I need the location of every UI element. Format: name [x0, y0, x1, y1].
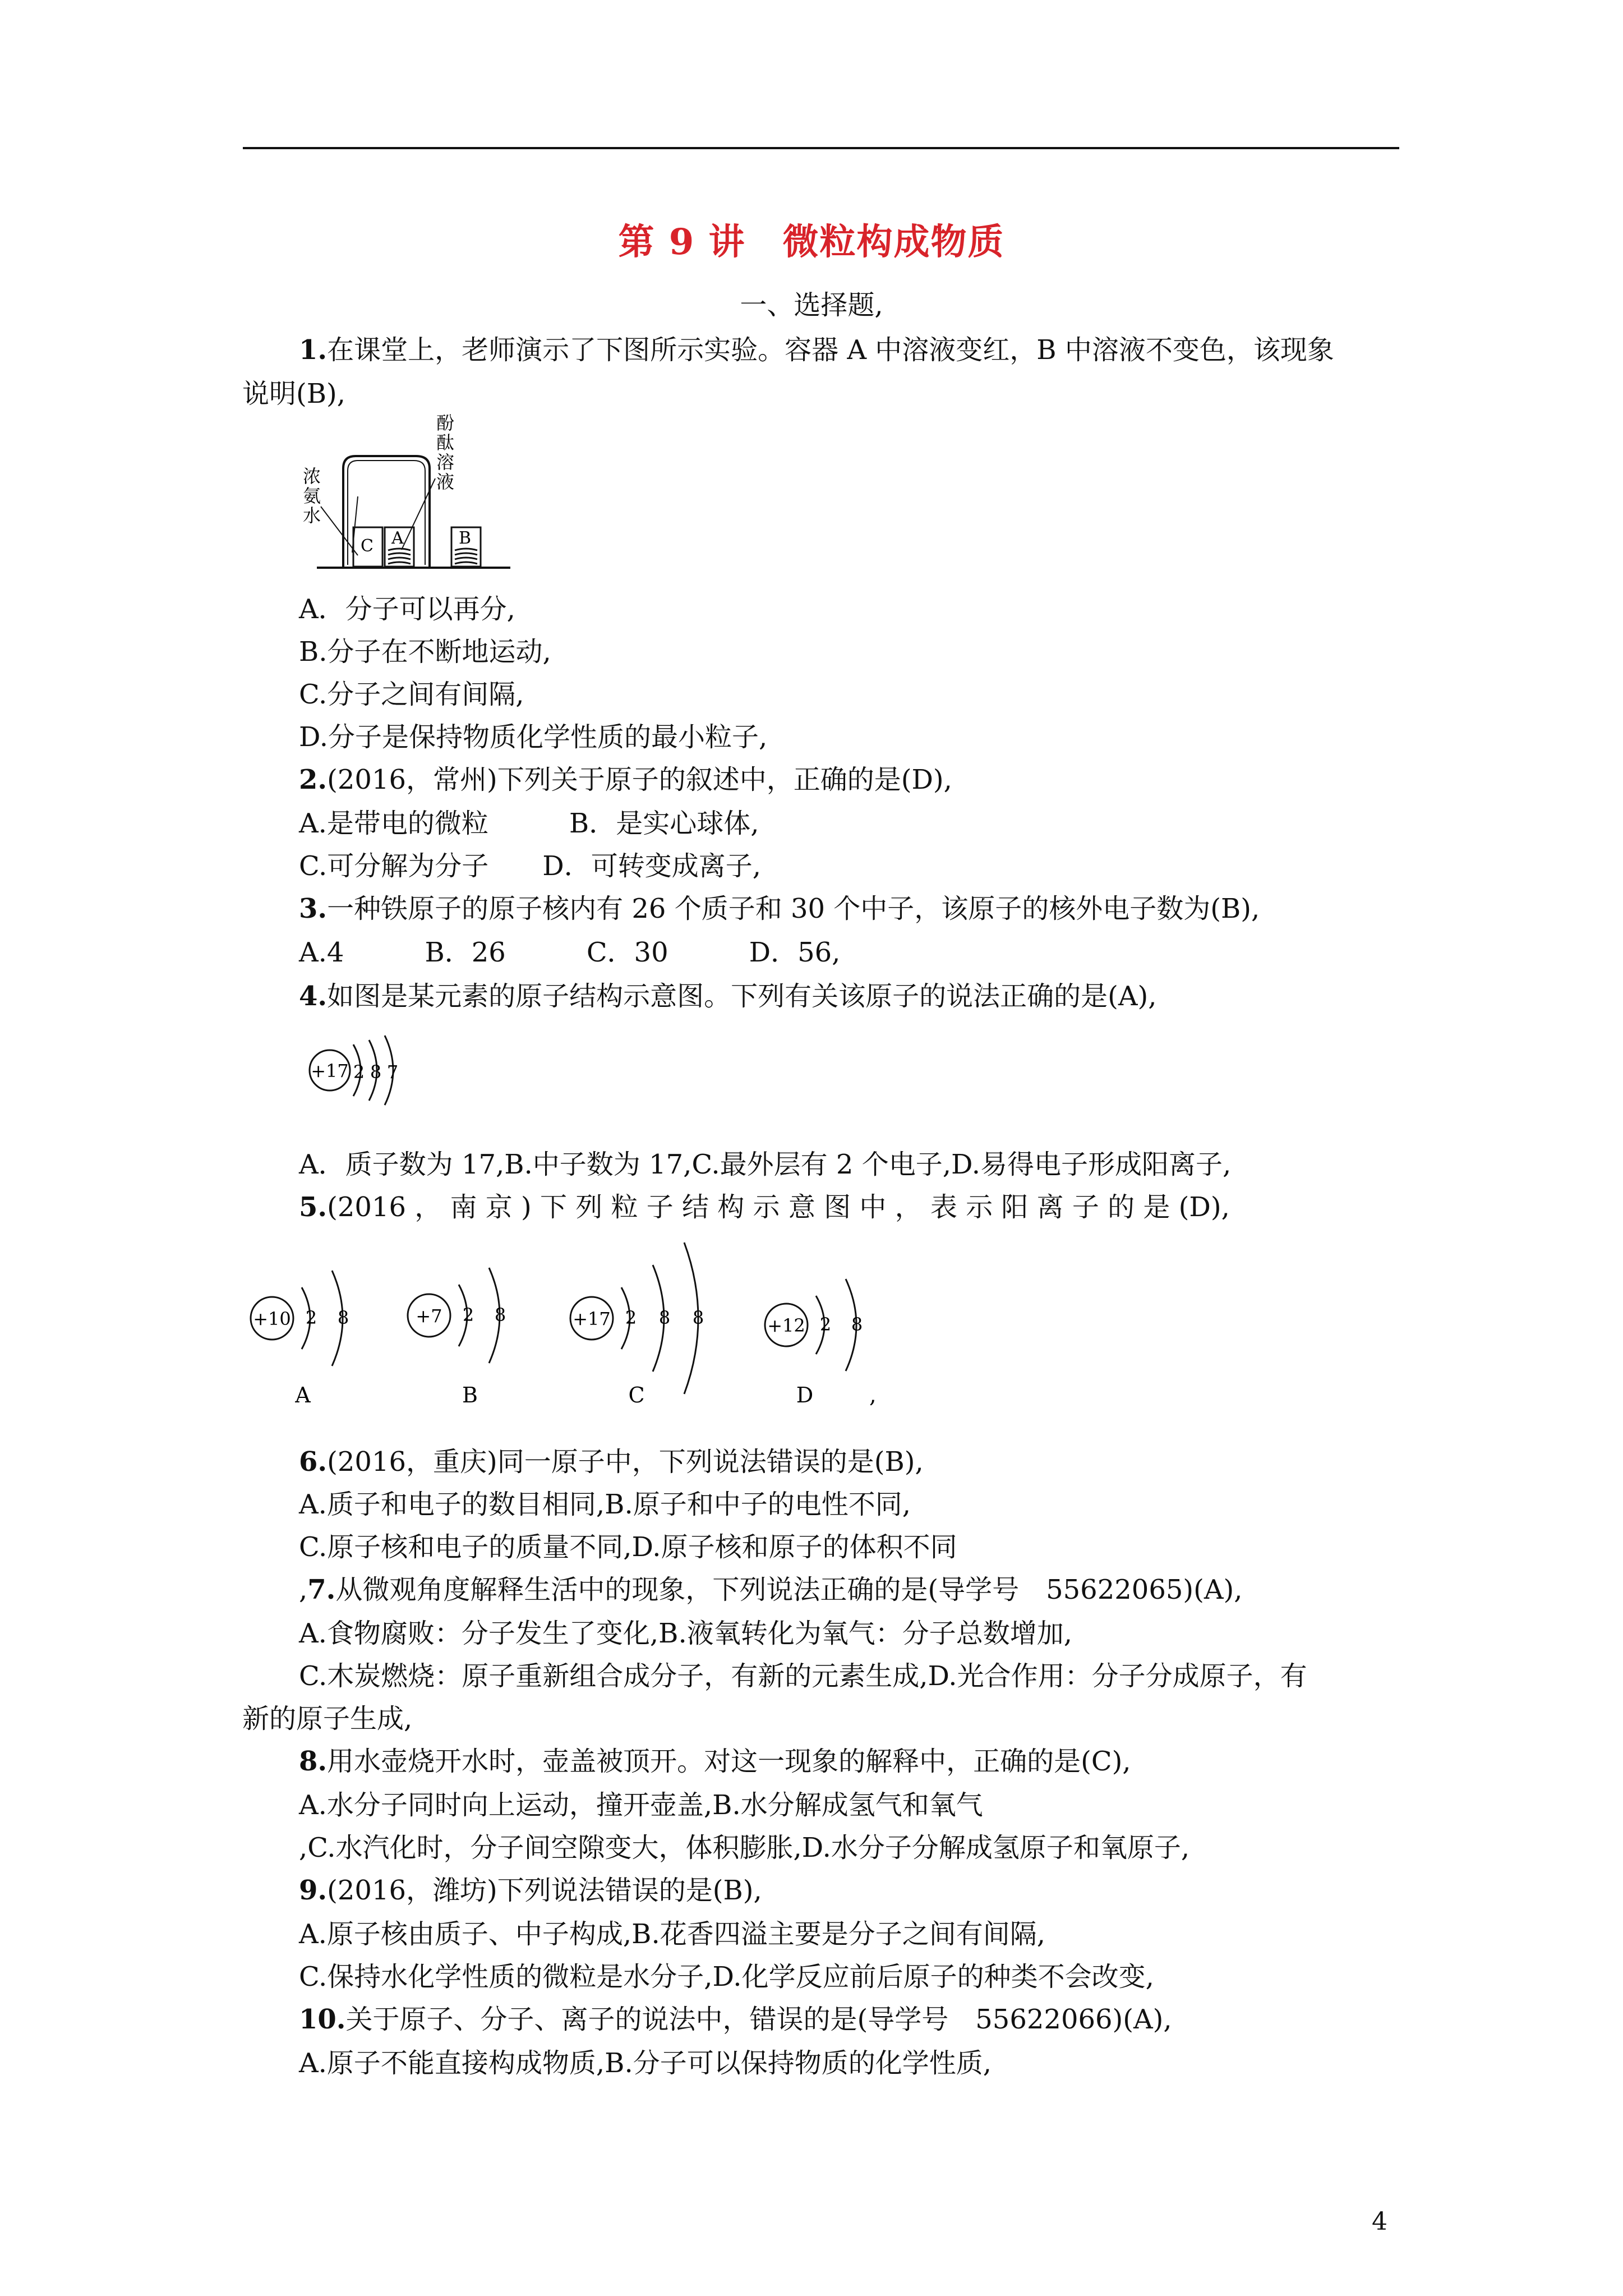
option: ,C.水汽化时，分子间空隙变大，体积膨胀,D.水分子分解成氢原子和氧原子, [299, 1832, 1190, 1864]
question-1 [299, 334, 1334, 366]
question-number: 6. [299, 1446, 328, 1478]
option: A.水分子同时向上运动，撞开壶盖,B.水分解成氢气和氧气 [299, 1789, 983, 1821]
figure-label: A [295, 1383, 311, 1407]
shell-electrons: 2 [819, 1314, 832, 1335]
figure-label: D [796, 1383, 814, 1407]
option: A.4 B．26 C．30 D．56, [299, 937, 841, 968]
question-number: 3. [299, 893, 328, 924]
label-char: 氨 [303, 485, 321, 507]
question-text: 在课堂上，老师演示了下图所示实验。容器 A 中溶液变红，B 中溶液不变色，该现象 [327, 334, 1334, 366]
question-4 [299, 983, 1157, 1010]
option: A．分子可以再分, [299, 593, 515, 625]
question-6 [299, 1446, 924, 1478]
question-text: 一种铁原子的原子核内有 26 个质子和 30 个中子，该原子的核外电子数为(B), [327, 893, 1260, 924]
option: C.木炭燃烧：原子重新组合成分子，有新的元素生成,D.光合作用：分子分成原子，有 [299, 1660, 1307, 1692]
question-number: 7. [307, 1574, 336, 1605]
ammonia-diffusion-figure [292, 412, 516, 581]
nucleus-label: +17 [573, 1308, 611, 1329]
nucleus-label: +17 [311, 1060, 349, 1082]
question-text: 如图是某元素的原子结构示意图。下列有关该原子的说法正确的是(A), [327, 981, 1157, 1012]
beaker-label: A [391, 528, 404, 548]
figure-label: B [462, 1383, 478, 1407]
shell-electrons: 7 [386, 1061, 399, 1083]
option: C.保持水化学性质的微粒是水分子,D.化学反应前后原子的种类不会改变, [299, 1961, 1154, 1993]
label-char: 酚 [436, 412, 455, 434]
label-char: 酞 [436, 432, 455, 453]
question-7 [299, 1576, 1243, 1603]
option: A.食物腐败：分子发生了变化,B.液氧转化为氧气：分子总数增加, [299, 1618, 1072, 1649]
question-number: 9. [299, 1875, 328, 1906]
shell-electrons: 8 [692, 1307, 704, 1328]
question-text: 从微观角度解释生活中的现象，下列说法正确的是(导学号 55622065)(A), [335, 1574, 1243, 1605]
nucleus-label: +7 [416, 1305, 442, 1327]
section-heading: 一、选择题, [740, 289, 883, 321]
shell-electrons: 2 [305, 1307, 317, 1328]
shell-electrons: 8 [370, 1061, 382, 1083]
structure-d [765, 1279, 863, 1407]
atom-structure-figure [303, 1027, 437, 1111]
question-text: 关于原子、分子、离子的说法中，错误的是(导学号 55622066)(A), [345, 2004, 1172, 2035]
shell-electrons: 2 [625, 1307, 637, 1328]
question-prefix: , [299, 1574, 308, 1605]
question-number: 4. [299, 981, 328, 1012]
question-number: 2. [299, 764, 328, 795]
question-number: 5. [299, 1191, 328, 1223]
figure-label: C [628, 1383, 645, 1407]
question-8 [299, 1748, 1131, 1775]
shell-electrons: 2 [353, 1061, 365, 1083]
label-left [303, 466, 321, 526]
trailing-comma: , [869, 1382, 877, 1408]
structure-b [408, 1268, 506, 1407]
question-1-continuation: 说明(B), [242, 378, 345, 409]
shell-electrons: 8 [337, 1307, 349, 1328]
structure-c [570, 1243, 704, 1407]
question-text: 用水壶烧开水时，壶盖被顶开。对这一现象的解释中，正确的是(C), [327, 1746, 1131, 1777]
option-continuation: 新的原子生成, [242, 1703, 413, 1734]
header-rule [243, 147, 1399, 149]
page-title: 第 9 讲 微粒构成物质 [618, 221, 1005, 263]
beaker-label: C [361, 536, 374, 556]
particle-structures-figure [236, 1234, 965, 1425]
label-char: 液 [436, 471, 455, 493]
question-10 [299, 2006, 1172, 2033]
nucleus-label: +12 [767, 1315, 805, 1336]
option: A.原子不能直接构成物质,B.分子可以保持物质的化学性质, [299, 2047, 992, 2079]
option: C.可分解为分子 D．可转变成离子, [299, 850, 762, 882]
question-text: (2016，常州)下列关于原子的叙述中，正确的是(D), [327, 764, 952, 795]
question-5 [299, 1191, 1230, 1223]
question-number: 10. [299, 2004, 346, 2035]
label-right [436, 412, 454, 493]
beaker-label: B [459, 528, 472, 548]
label-char: 溶 [436, 452, 455, 473]
shell-electrons: 2 [462, 1304, 474, 1326]
question-text: (2016，重庆)同一原子中，下列说法错误的是(B), [327, 1446, 924, 1478]
question-2 [299, 766, 952, 793]
question-number: 8. [299, 1746, 328, 1777]
page-number: 4 [1372, 2207, 1387, 2236]
question-text: (2016，潍坊)下列说法错误的是(B), [327, 1875, 762, 1906]
question-3 [299, 895, 1260, 922]
question-9 [299, 1877, 762, 1904]
nucleus-label: +10 [253, 1308, 291, 1329]
option: A．质子数为 17,B.中子数为 17,C.最外层有 2 个电子,D.易得电子形成阳离子, [299, 1149, 1232, 1180]
shell-electrons: 8 [494, 1304, 506, 1326]
option: A.原子核由质子、中子构成,B.花香四溢主要是分子之间有间隔, [299, 1918, 1045, 1950]
label-char: 浓 [303, 466, 321, 487]
shell-electrons: 8 [658, 1307, 671, 1328]
shell-electrons: 8 [851, 1314, 863, 1335]
option: A.质子和电子的数目相同,B.原子和中子的电性不同, [299, 1489, 911, 1520]
option: D.分子是保持物质化学性质的最小粒子, [299, 721, 768, 753]
structure-a [251, 1271, 349, 1407]
option: C.原子核和电子的质量不同,D.原子核和原子的体积不同 [299, 1531, 957, 1563]
option: A.是带电的微粒 B．是实心球体, [299, 808, 759, 839]
option: C.分子之间有间隔, [299, 679, 524, 710]
option: B.分子在不断地运动, [299, 636, 551, 668]
label-char: 水 [303, 505, 321, 526]
question-number: 1. [299, 334, 328, 366]
question-text: (2016 ， 南 京 ) 下 列 粒 子 结 构 示 意 图 中 ， 表 示 阳 离 子 的 是 (D), [327, 1191, 1230, 1223]
